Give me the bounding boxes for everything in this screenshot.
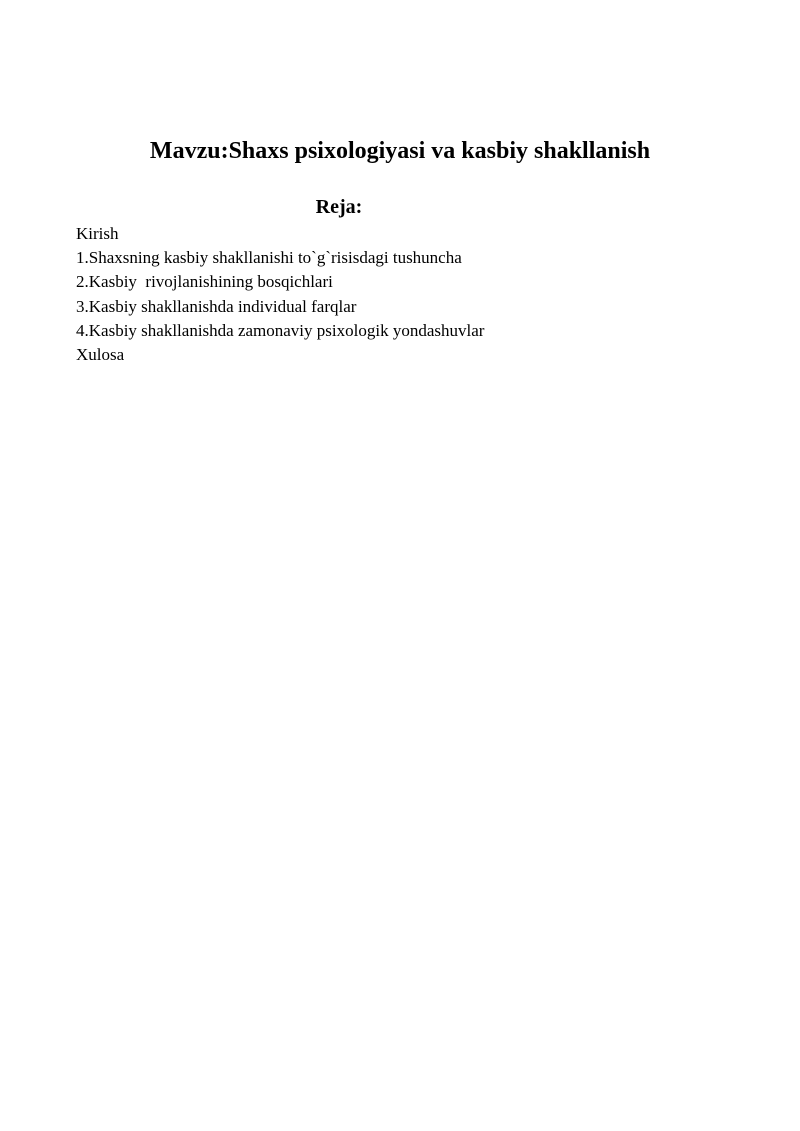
plan-heading: Reja:	[315, 196, 363, 218]
plan-item-4: 4.Kasbiy shakllanishda zamonaviy psixologik yondashuvlar	[76, 320, 485, 340]
plan-item-introduction: Kirish	[76, 224, 119, 243]
plan-item-2: 2.Kasbiy rivojlanishining bosqichlari	[76, 272, 333, 292]
plan-item-3: 3.Kasbiy shakllanishda individual farqlar	[76, 296, 357, 316]
document-title: Mavzu:Shaxs psixologiyasi va kasbiy shakllanish	[149, 138, 651, 164]
plan-list	[76, 222, 484, 367]
plan-item-1: 1.Shaxsning kasbiy shakllanishi to`g`risisdagi tushuncha	[76, 248, 462, 268]
plan-item-conclusion: Xulosa	[76, 345, 125, 365]
